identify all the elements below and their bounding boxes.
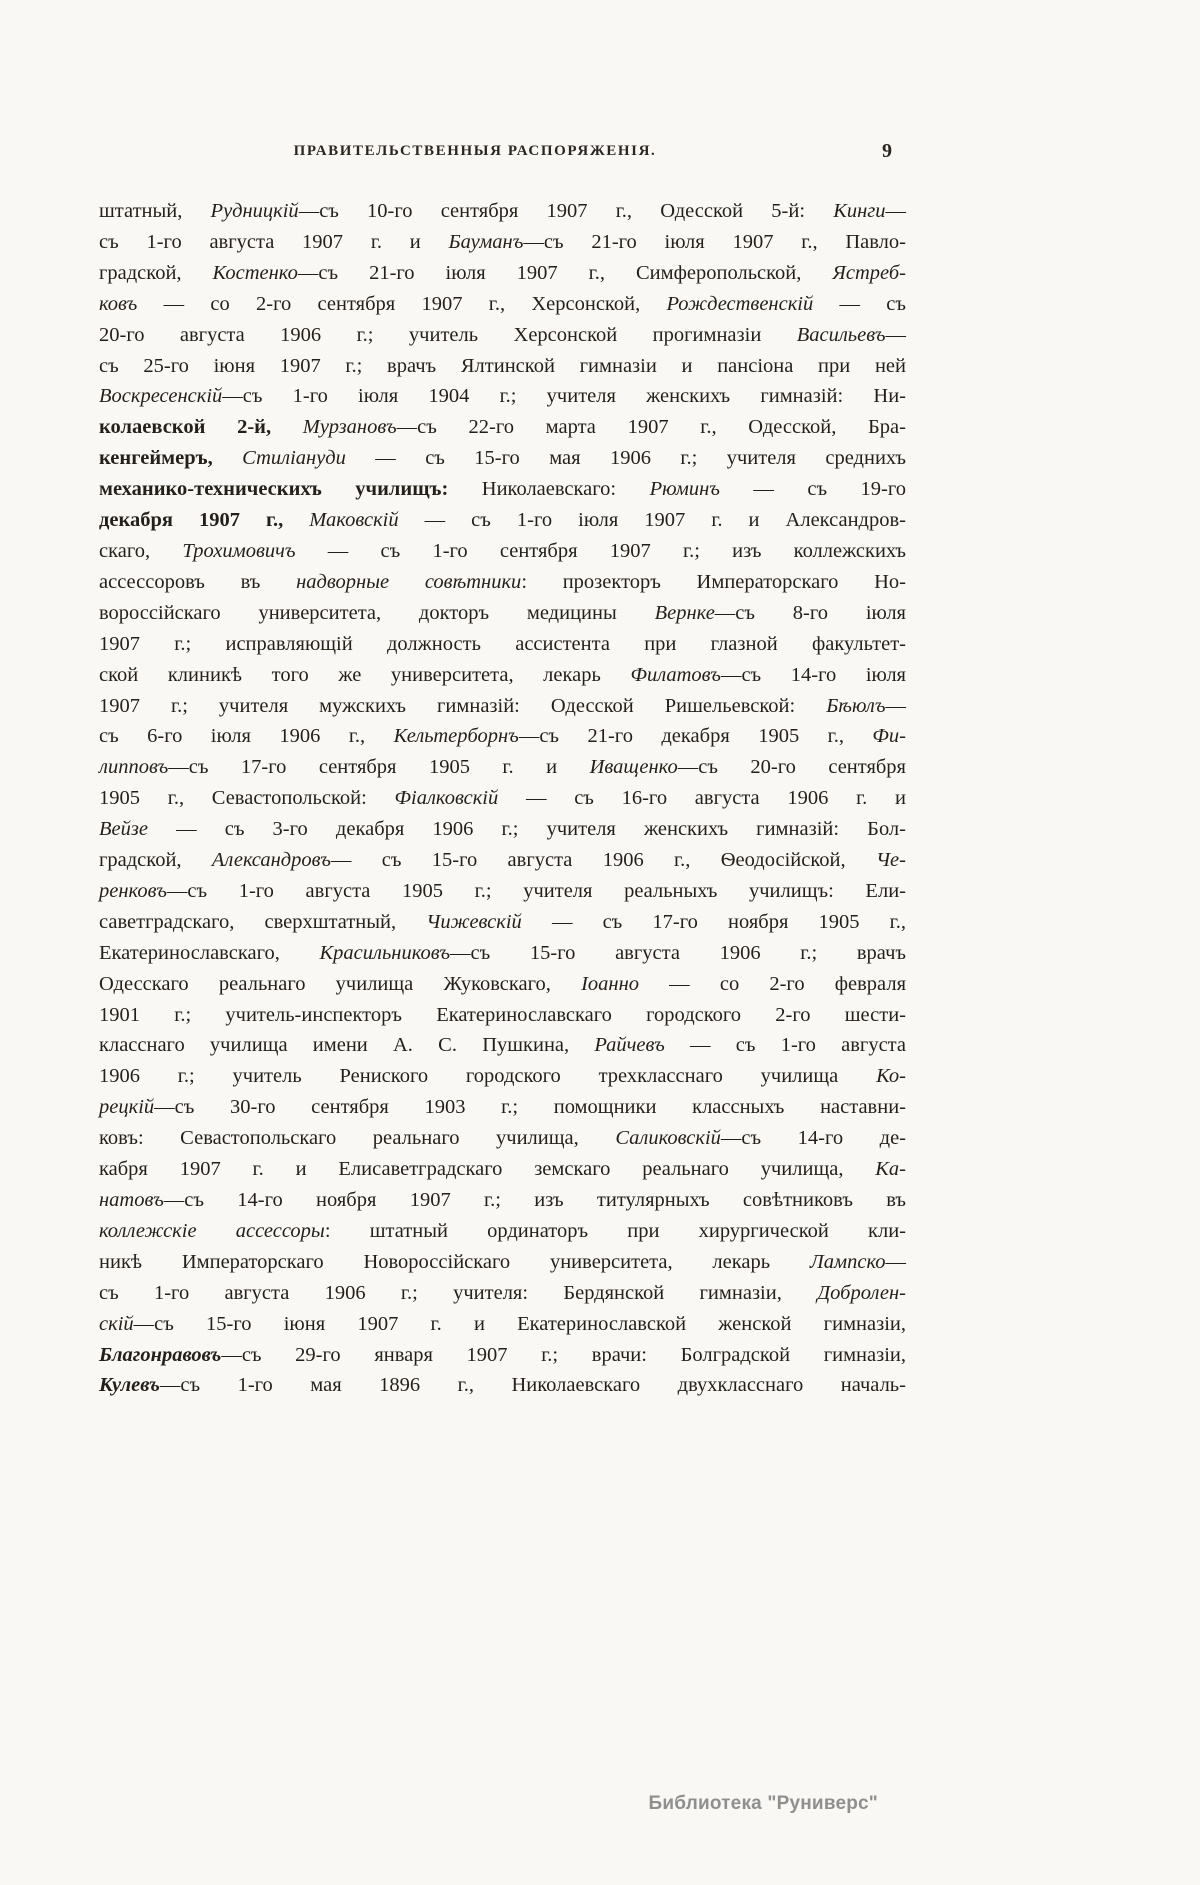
name-italic-text: Трохимовичъ: [182, 539, 296, 562]
body-text-segment: ской клиникѣ того же университета, лекарь: [99, 663, 631, 686]
body-text-segment: — съ 1-го іюля 1907 г. и Александров-: [398, 509, 906, 532]
body-text-segment: декабря 1907 г.,: [99, 509, 310, 532]
body-text: [99, 196, 906, 1401]
body-text-segment: — съ 3-го декабря 1906 г.; учителя женскихъ гимназій: Бол-: [147, 818, 906, 841]
text-line: [99, 381, 906, 412]
body-text-segment: 1901 г.; учитель-инспекторъ Екатеринославскаго городского 2-го шести-: [99, 1003, 906, 1026]
body-text-segment: —съ 14-го де-: [720, 1127, 906, 1150]
text-line: [99, 505, 906, 536]
body-text-segment: —съ 30-го сентября 1903 г.; помощники классныхъ наставни-: [154, 1096, 906, 1119]
body-text-segment: — съ 1-го сентября 1907 г.; изъ коллежскихъ: [295, 539, 906, 562]
body-text-segment: градской,: [99, 849, 212, 872]
name-italic-text: Райчевъ: [594, 1034, 665, 1057]
body-text-segment: —съ 20-го сентября: [677, 756, 906, 779]
text-line: [99, 845, 906, 876]
text-line: [99, 660, 906, 691]
name-italic-text: ковъ: [99, 292, 138, 315]
text-line: [99, 814, 906, 845]
name-italic-text: Фи-: [872, 725, 906, 748]
body-text-segment: —съ 21-го іюля 1907 г., Павло-: [523, 230, 906, 253]
library-watermark: Библиотека "Руниверс": [648, 1793, 878, 1814]
body-text-segment: 1905 г., Севастопольской:: [99, 787, 395, 810]
name-italic-text: Красильниковъ: [319, 941, 451, 964]
body-text-segment: — съ 19-го: [719, 478, 907, 501]
body-text-segment: кабря 1907 г. и Елисаветградскаго земскаго реальнаго училища,: [99, 1158, 876, 1181]
body-text-segment: механико-техническихъ училищъ:: [99, 478, 482, 501]
body-text-segment: : прозекторъ Императорскаго Но-: [521, 570, 906, 593]
body-text-segment: 1907 г.; учителя мужскихъ гимназій: Одесской Ришельевской:: [99, 694, 827, 717]
name-italic-text: Стиліануди: [242, 447, 346, 470]
name-italic-text: коллежскіе ассессоры: [99, 1219, 325, 1242]
body-text-segment: съ 25-го іюня 1907 г.; врачъ Ялтинской гимназіи и пансіона при ней: [99, 354, 906, 377]
body-text-segment: —съ 15-го іюня 1907 г. и Екатеринославской женской гимназіи,: [133, 1312, 906, 1335]
body-text-segment: —съ 22-го марта 1907 г., Одесской, Бра-: [396, 416, 906, 439]
body-text-segment: колаевской 2-й,: [99, 416, 303, 439]
body-text-segment: — съ 1-го августа: [664, 1034, 906, 1057]
text-line: [99, 1000, 906, 1031]
name-italic-text: рецкій: [99, 1096, 155, 1119]
body-text-segment: —съ 1-го мая 1896 г., Николаевскаго двухкласснаго началь-: [159, 1374, 906, 1397]
name-italic-text: Саликовскій: [615, 1127, 721, 1150]
body-text-segment: съ 1-го августа 1906 г.; учителя: Бердянской гимназіи,: [99, 1281, 818, 1304]
body-text-segment: — съ 15-го августа 1906 г., Ѳеодосійской,: [330, 849, 876, 872]
name-italic-text: Іоанно: [581, 972, 640, 995]
name-italic-text: Александровъ: [211, 849, 331, 872]
body-text-segment: — съ 15-го мая 1906 г.; учителя среднихъ: [345, 447, 906, 470]
text-line: [99, 876, 906, 907]
text-line: [99, 1061, 906, 1092]
text-line: [99, 1340, 906, 1371]
text-line: [99, 783, 906, 814]
name-italic-text: натовъ: [99, 1189, 164, 1211]
text-line: [99, 289, 906, 320]
body-text-segment: : штатный ординаторъ при хирургической кли-: [324, 1219, 906, 1242]
body-text-segment: штатный,: [99, 200, 211, 222]
text-line: [99, 196, 906, 227]
name-italic-text: Фіалковскій: [394, 787, 499, 810]
name-italic-text: Филатовъ: [630, 663, 721, 686]
body-text-segment: 20-го августа 1906 г.; учитель Херсонской прогимназіи: [99, 323, 797, 346]
body-text-segment: —съ 1-го іюля 1904 г.; учителя женскихъ гимназій: Ни-: [222, 385, 906, 408]
text-line: [99, 1278, 906, 1309]
body-text-segment: —съ 14-го ноября 1907 г.; изъ титулярныхъ совѣтниковъ въ: [163, 1189, 906, 1211]
body-text-segment: —съ 21-го декабря 1905 г.,: [518, 725, 873, 748]
text-line: [99, 258, 906, 289]
name-italic-text: Добролен-: [817, 1281, 906, 1304]
name-italic-text: Бауманъ: [448, 230, 524, 253]
text-line: [99, 598, 906, 629]
name-italic-text: Воскресенскій: [99, 385, 223, 408]
name-italic-text: Лампско: [809, 1250, 886, 1273]
name-italic-text: Васильевъ: [796, 323, 886, 346]
body-text-segment: ковъ: Севастопольскаго реальнаго училища,: [99, 1127, 616, 1150]
body-text-segment: — со 2-го сентября 1907 г., Херсонской,: [137, 292, 667, 315]
page-header-title: ПРАВИТЕЛЬСТВЕННЫЯ РАСПОРЯЖЕНІЯ.: [293, 143, 657, 159]
name-italic-text: Вернке: [654, 601, 715, 624]
body-text-segment: Николаевскаго:: [481, 478, 650, 501]
body-text-segment: кенгеймеръ,: [99, 447, 243, 470]
body-text-segment: — со 2-го февраля: [639, 972, 906, 995]
body-text-segment: — съ: [813, 292, 906, 315]
text-line: [99, 1370, 906, 1401]
name-italic-text: Рождественскій: [666, 292, 814, 315]
name-italic-text: Ко-: [876, 1065, 906, 1088]
page-number: 9: [882, 140, 892, 162]
name-italic-text: ренковъ: [99, 879, 167, 902]
name-italic-text: Ястреб-: [832, 261, 906, 284]
text-line: [99, 1247, 906, 1278]
text-line: [99, 1185, 906, 1216]
body-text-segment: —съ 1-го августа 1905 г.; учителя реальныхъ училищъ: Ели-: [166, 879, 906, 902]
body-text-segment: класснаго училища имени А. С. Пушкина,: [99, 1034, 595, 1057]
text-line: [99, 1154, 906, 1185]
body-text-segment: — съ 17-го ноября 1905 г.,: [521, 910, 906, 933]
text-line: [99, 752, 906, 783]
body-text-segment: —: [885, 323, 906, 346]
body-text-segment: —съ 8-го іюля: [714, 601, 906, 624]
name-italic-text: Рудницкій: [210, 200, 299, 222]
body-text-segment: —съ 17-го сентября 1905 г. и: [168, 756, 590, 779]
name-italic-text: надворные совѣтники: [296, 570, 522, 593]
body-text-segment: Екатеринославскаго,: [99, 941, 320, 964]
name-italic-text: Иващенко: [589, 756, 678, 779]
name-italic-text: Мурзановъ: [302, 416, 397, 439]
body-text-segment: —: [885, 694, 906, 717]
name-italic-text: липповъ: [99, 756, 169, 779]
body-text-segment: никѣ Императорскаго Новороссійскаго университета, лекарь: [99, 1250, 810, 1273]
text-line: [99, 1092, 906, 1123]
name-italic-text: Чижевскій: [426, 910, 522, 933]
name-italic-text: Вейзе: [99, 818, 148, 841]
body-text-segment: —: [885, 1250, 906, 1273]
body-text-segment: — съ 16-го августа 1906 г. и: [498, 787, 906, 810]
name-italic-text: скій: [99, 1312, 134, 1335]
text-line: [99, 969, 906, 1000]
body-text-segment: градской,: [99, 261, 213, 284]
name-italic-text: Кинги: [833, 200, 886, 222]
running-header: [100, 140, 906, 169]
body-text-segment: съ 1-го августа 1907 г. и: [99, 230, 449, 253]
body-text-segment: —съ 14-го іюля: [720, 663, 906, 686]
body-text-segment: —съ 15-го августа 1906 г.; врачъ: [450, 941, 906, 964]
body-text-segment: саветградскаго, сверхштатный,: [99, 910, 427, 933]
text-line: [99, 1216, 906, 1247]
text-line: [99, 907, 906, 938]
text-line: [99, 351, 906, 382]
body-text-segment: 1907 г.; исправляющій должность ассистента при глазной факультет-: [99, 632, 906, 655]
name-italic-text: Кельтерборнъ: [393, 725, 519, 748]
body-text-segment: —: [885, 200, 906, 222]
body-text-segment: —съ 21-го іюля 1907 г., Симферопольской,: [297, 261, 833, 284]
name-italic-text: Маковскій: [309, 509, 399, 532]
body-text-segment: скаго,: [99, 539, 183, 562]
name-italic-text: Благонравовъ: [99, 1343, 222, 1366]
text-line: [99, 1123, 906, 1154]
body-text-segment: —съ 10-го сентября 1907 г., Одесской 5-й:: [298, 200, 834, 222]
text-line: [99, 443, 906, 474]
name-italic-text: Костенко: [212, 261, 298, 284]
name-italic-text: Че-: [875, 849, 906, 872]
body-text-segment: 1906 г.; учитель Рениского городского трехкласснаго училища: [99, 1065, 877, 1088]
name-italic-text: Кулевъ: [99, 1374, 160, 1397]
text-line: [99, 536, 906, 567]
text-line: [99, 938, 906, 969]
text-line: [99, 691, 906, 722]
body-text-segment: съ 6-го іюля 1906 г.,: [99, 725, 394, 748]
text-line: [99, 227, 906, 258]
body-text-segment: ассессоровъ въ: [99, 570, 297, 593]
name-italic-text: Рюминъ: [649, 478, 720, 501]
body-text-segment: вороссійскаго университета, докторъ медицины: [99, 601, 655, 624]
text-line: [99, 412, 906, 443]
body-text-segment: —съ 29-го января 1907 г.; врачи: Болградской гимназіи,: [221, 1343, 906, 1366]
text-line: [99, 320, 906, 351]
name-italic-text: Ка-: [875, 1158, 906, 1181]
text-line: [99, 1030, 906, 1061]
text-line: [99, 474, 906, 505]
text-line: [99, 721, 906, 752]
body-text-segment: Одесскаго реальнаго училища Жуковскаго,: [99, 972, 582, 995]
text-line: [99, 1309, 906, 1340]
text-line: [99, 567, 906, 598]
text-line: [99, 629, 906, 660]
name-italic-text: Бѣюлъ: [826, 694, 886, 717]
